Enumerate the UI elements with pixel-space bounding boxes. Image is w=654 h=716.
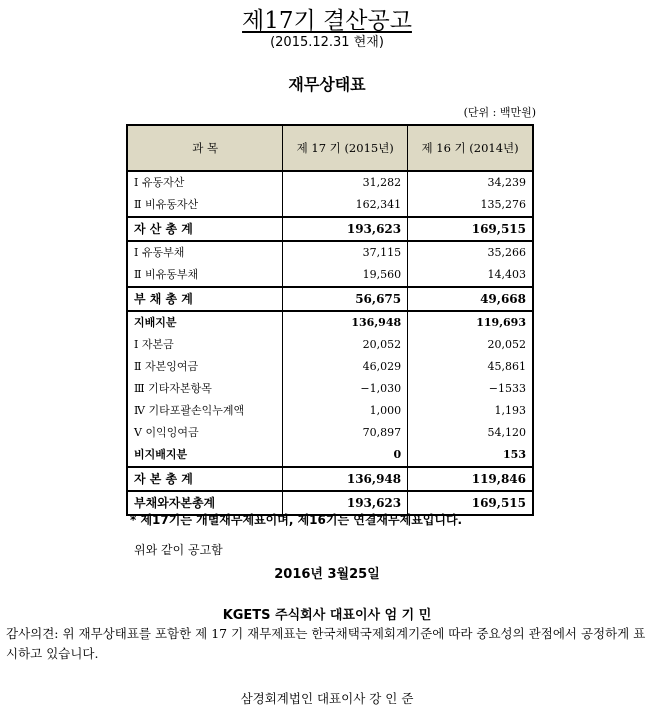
row-fy17-value: 136,948	[283, 467, 408, 491]
row-account: Ⅰ 유동부채	[127, 241, 283, 264]
balance-sheet-table	[126, 124, 534, 516]
row-account: Ⅱ 자본잉여금	[127, 356, 283, 378]
row-account: 부 채 총 계	[127, 287, 283, 311]
row-fy16-value: 54,120	[408, 422, 533, 444]
row-fy17-value: 0	[283, 444, 408, 467]
row-fy17-value: 193,623	[283, 491, 408, 515]
row-fy16-value: 135,276	[408, 194, 533, 217]
row-fy16-value: 35,266	[408, 241, 533, 264]
row-account: 자 산 총 계	[127, 217, 283, 241]
row-fy17-value: −1,030	[283, 378, 408, 400]
row-fy16-value: 1,193	[408, 400, 533, 422]
statement-title: 재무상태표	[288, 75, 366, 94]
row-account: 자 본 총 계	[127, 467, 283, 491]
header-account: 과 목	[127, 125, 283, 171]
footnote: * 제17기는 개별재무제표이며, 제16기는 연결재무제표입니다.	[130, 513, 463, 527]
table-row	[127, 287, 533, 311]
row-fy16-value: 119,693	[408, 311, 533, 334]
as-of-date: (2015.12.31 현재)	[270, 35, 384, 50]
row-fy17-value: 56,675	[283, 287, 408, 311]
table-row	[127, 422, 533, 444]
row-account: Ⅳ 기타포괄손익누계액	[127, 400, 283, 422]
table-row	[127, 311, 533, 334]
row-fy17-value: 46,029	[283, 356, 408, 378]
row-fy17-value: 20,052	[283, 334, 408, 356]
row-fy16-value: 45,861	[408, 356, 533, 378]
row-fy17-value: 162,341	[283, 194, 408, 217]
row-account: Ⅴ 이익잉여금	[127, 422, 283, 444]
row-fy16-value: 169,515	[408, 217, 533, 241]
row-account: Ⅰ 자본금	[127, 334, 283, 356]
row-fy16-value: 14,403	[408, 264, 533, 287]
row-account: Ⅲ 기타자본항목	[127, 378, 283, 400]
notice-title: 제17기 결산공고	[242, 8, 412, 34]
row-fy17-value: 136,948	[283, 311, 408, 334]
declaration: 위와 같이 공고함	[134, 543, 223, 557]
row-fy17-value: 37,115	[283, 241, 408, 264]
table-header-row	[127, 125, 533, 171]
table-row	[127, 171, 533, 194]
row-account: 지배지분	[127, 311, 283, 334]
row-account: 부채와자본총계	[127, 491, 283, 515]
row-fy16-value: −1533	[408, 378, 533, 400]
row-fy17-value: 19,560	[283, 264, 408, 287]
row-fy16-value: 153	[408, 444, 533, 467]
row-fy16-value: 34,239	[408, 171, 533, 194]
row-fy17-value: 70,897	[283, 422, 408, 444]
auditor: 삼경회계법인 대표이사 강 인 준	[240, 691, 414, 706]
table-row	[127, 334, 533, 356]
company-representative: KGETS 주식회사 대표이사 엄 기 민	[222, 608, 432, 623]
audit-opinion: 감사의견: 위 재무상태표를 포함한 제 17 기 재무제표는 한국채택국제회계기준에 따라 중요성의 관점에서 공정하게 표시하고 있습니다.	[6, 626, 646, 661]
row-fy17-value: 31,282	[283, 171, 408, 194]
table-row	[127, 467, 533, 491]
row-account: Ⅱ 비유동자산	[127, 194, 283, 217]
row-account: Ⅰ 유동자산	[127, 171, 283, 194]
row-fy16-value: 119,846	[408, 467, 533, 491]
table-row	[127, 444, 533, 467]
table-row	[127, 356, 533, 378]
row-fy16-value: 169,515	[408, 491, 533, 515]
table-row	[127, 241, 533, 264]
header-fy17: 제 17 기 (2015년)	[283, 125, 408, 171]
unit-label: (단위 : 백만원)	[463, 106, 536, 119]
notice-date: 2016년 3월25일	[274, 567, 380, 582]
table-row	[127, 400, 533, 422]
row-fy16-value: 20,052	[408, 334, 533, 356]
row-fy16-value: 49,668	[408, 287, 533, 311]
row-fy17-value: 1,000	[283, 400, 408, 422]
table-row	[127, 217, 533, 241]
table-row	[127, 378, 533, 400]
table-row	[127, 194, 533, 217]
row-account: Ⅱ 비유동부채	[127, 264, 283, 287]
row-fy17-value: 193,623	[283, 217, 408, 241]
table-row	[127, 264, 533, 287]
row-account: 비지배지분	[127, 444, 283, 467]
header-fy16: 제 16 기 (2014년)	[408, 125, 533, 171]
